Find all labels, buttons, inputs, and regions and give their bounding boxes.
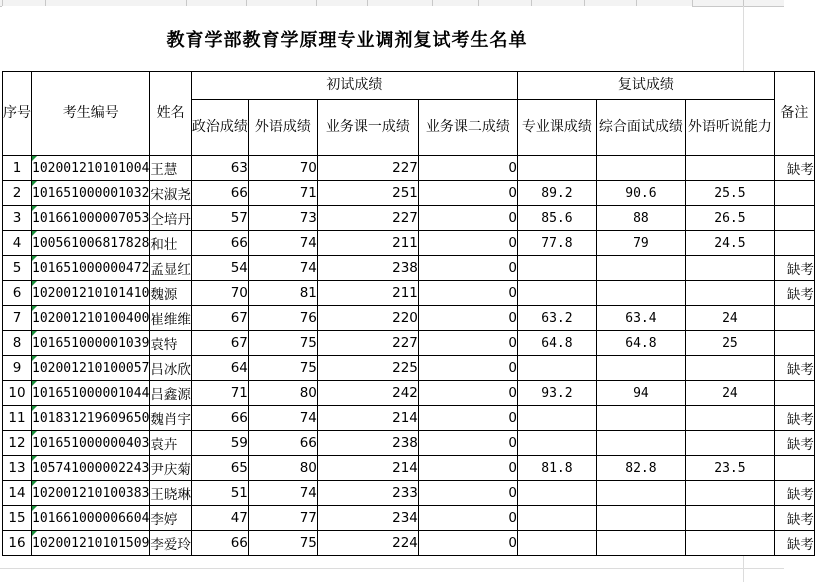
header-prelim-group: 初试成绩 <box>191 72 517 100</box>
cell-prof1[interactable]: 227 <box>317 331 418 356</box>
table-row <box>3 481 815 506</box>
cell-politics[interactable]: 51 <box>191 481 248 506</box>
cell-prof2[interactable]: 0 <box>418 381 517 406</box>
cell-name[interactable]: 崔维维 <box>150 306 192 331</box>
cell-foreign[interactable]: 66 <box>248 431 317 456</box>
cell-retest-listening[interactable] <box>685 156 774 181</box>
cell-seq[interactable]: 15 <box>3 506 32 531</box>
cell-retest-prof[interactable]: 85.6 <box>517 206 596 231</box>
cell-exam-id[interactable]: 102001210100057 <box>32 356 150 381</box>
cell-name[interactable]: 和壮 <box>150 231 192 256</box>
cell-foreign[interactable]: 74 <box>248 231 317 256</box>
cell-retest-listening[interactable] <box>685 506 774 531</box>
cell-remark[interactable]: 缺考 <box>774 531 814 556</box>
cell-remark[interactable] <box>774 181 814 206</box>
cell-retest-listening[interactable]: 24 <box>685 306 774 331</box>
cell-seq[interactable]: 4 <box>3 231 32 256</box>
cell-prof1[interactable]: 238 <box>317 431 418 456</box>
cell-exam-id[interactable]: 101651000001032 <box>32 181 150 206</box>
cell-retest-prof[interactable]: 89.2 <box>517 181 596 206</box>
cell-foreign[interactable]: 74 <box>248 406 317 431</box>
cell-prof2[interactable]: 0 <box>418 331 517 356</box>
table-row <box>3 331 815 356</box>
cell-retest-interview[interactable]: 88 <box>596 206 685 231</box>
cell-name[interactable]: 袁特 <box>150 331 192 356</box>
cell-foreign[interactable]: 70 <box>248 156 317 181</box>
cell-name[interactable]: 魏肖宇 <box>150 406 192 431</box>
cell-foreign[interactable]: 75 <box>248 331 317 356</box>
cell-retest-prof[interactable]: 77.8 <box>517 231 596 256</box>
cell-politics[interactable]: 63 <box>191 156 248 181</box>
header-retest-group: 复试成绩 <box>517 72 774 100</box>
cell-prof2[interactable]: 0 <box>418 406 517 431</box>
header-seq: 序号 <box>3 72 32 156</box>
table-row <box>3 306 815 331</box>
cell-retest-listening[interactable]: 23.5 <box>685 456 774 481</box>
cell-foreign[interactable]: 76 <box>248 306 317 331</box>
cell-retest-prof[interactable] <box>517 531 596 556</box>
gridline <box>0 568 784 569</box>
cell-retest-prof[interactable]: 93.2 <box>517 381 596 406</box>
cell-politics[interactable]: 67 <box>191 306 248 331</box>
cell-exam-id[interactable]: 102001210101410 <box>32 281 150 306</box>
cell-prof1[interactable]: 234 <box>317 506 418 531</box>
candidate-table <box>2 71 815 556</box>
cell-seq[interactable]: 11 <box>3 406 32 431</box>
cell-prof1[interactable]: 214 <box>317 456 418 481</box>
cell-seq[interactable]: 16 <box>3 531 32 556</box>
cell-retest-listening[interactable]: 25 <box>685 331 774 356</box>
cell-prof2[interactable]: 0 <box>418 456 517 481</box>
cell-retest-interview[interactable] <box>596 256 685 281</box>
cell-foreign[interactable]: 74 <box>248 481 317 506</box>
cell-retest-interview[interactable]: 90.6 <box>596 181 685 206</box>
table-row <box>3 356 815 381</box>
cell-seq[interactable]: 9 <box>3 356 32 381</box>
cell-politics[interactable]: 66 <box>191 181 248 206</box>
cell-foreign[interactable]: 71 <box>248 181 317 206</box>
cell-prof2[interactable]: 0 <box>418 481 517 506</box>
cell-exam-id[interactable]: 102001210100383 <box>32 481 150 506</box>
cell-prof1[interactable]: 227 <box>317 156 418 181</box>
cell-politics[interactable]: 64 <box>191 356 248 381</box>
cell-foreign[interactable]: 75 <box>248 531 317 556</box>
cell-prof1[interactable]: 211 <box>317 281 418 306</box>
cell-retest-interview[interactable] <box>596 406 685 431</box>
cell-politics[interactable]: 70 <box>191 281 248 306</box>
cell-seq[interactable]: 6 <box>3 281 32 306</box>
cell-retest-prof[interactable]: 64.8 <box>517 331 596 356</box>
cell-seq[interactable]: 2 <box>3 181 32 206</box>
cell-remark[interactable]: 缺考 <box>774 256 814 281</box>
cell-politics[interactable]: 71 <box>191 381 248 406</box>
cell-retest-interview[interactable] <box>596 356 685 381</box>
cell-exam-id[interactable]: 105741000002243 <box>32 456 150 481</box>
cell-foreign[interactable]: 80 <box>248 456 317 481</box>
cell-prof2[interactable]: 0 <box>418 306 517 331</box>
cell-remark[interactable] <box>774 206 814 231</box>
cell-retest-interview[interactable]: 82.8 <box>596 456 685 481</box>
cell-retest-prof[interactable] <box>517 431 596 456</box>
cell-retest-prof[interactable] <box>517 356 596 381</box>
cell-politics[interactable]: 57 <box>191 206 248 231</box>
cell-retest-interview[interactable]: 79 <box>596 231 685 256</box>
table-row <box>3 256 815 281</box>
cell-seq[interactable]: 10 <box>3 381 32 406</box>
header-retest-interview: 综合面试成绩 <box>596 100 685 156</box>
table-row <box>3 406 815 431</box>
cell-foreign[interactable]: 77 <box>248 506 317 531</box>
table-row <box>3 156 815 181</box>
header-politics: 政治成绩 <box>191 100 248 156</box>
cell-retest-listening[interactable]: 25.5 <box>685 181 774 206</box>
table-row <box>3 431 815 456</box>
cell-remark[interactable]: 缺考 <box>774 281 814 306</box>
cell-retest-prof[interactable] <box>517 406 596 431</box>
header-prof1: 业务课一成绩 <box>317 100 418 156</box>
header-foreign: 外语成绩 <box>248 100 317 156</box>
cell-seq[interactable]: 8 <box>3 331 32 356</box>
cell-prof1[interactable]: 220 <box>317 306 418 331</box>
cell-name[interactable]: 仝培丹 <box>150 206 192 231</box>
table-row <box>3 381 815 406</box>
table-row <box>3 181 815 206</box>
cell-seq[interactable]: 12 <box>3 431 32 456</box>
table-row <box>3 506 815 531</box>
cell-foreign[interactable]: 73 <box>248 206 317 231</box>
cell-remark[interactable] <box>774 381 814 406</box>
cell-exam-id[interactable]: 101651000000472 <box>32 256 150 281</box>
cell-retest-prof[interactable] <box>517 156 596 181</box>
cell-exam-id[interactable]: 101651000001039 <box>32 331 150 356</box>
cell-foreign[interactable]: 74 <box>248 256 317 281</box>
cell-prof2[interactable]: 0 <box>418 231 517 256</box>
cell-prof2[interactable]: 0 <box>418 506 517 531</box>
cell-seq[interactable]: 5 <box>3 256 32 281</box>
cell-retest-prof[interactable] <box>517 281 596 306</box>
cell-exam-id[interactable]: 101661000006604 <box>32 506 150 531</box>
cell-prof2[interactable]: 0 <box>418 531 517 556</box>
cell-politics[interactable]: 54 <box>191 256 248 281</box>
cell-name[interactable]: 吕冰欣 <box>150 356 192 381</box>
cell-prof1[interactable]: 238 <box>317 256 418 281</box>
cell-exam-id[interactable]: 101651000000403 <box>32 431 150 456</box>
cell-retest-listening[interactable]: 26.5 <box>685 206 774 231</box>
cell-name[interactable]: 王慧 <box>150 156 192 181</box>
cell-retest-listening[interactable] <box>685 406 774 431</box>
cell-retest-listening[interactable] <box>685 281 774 306</box>
cell-retest-interview[interactable]: 94 <box>596 381 685 406</box>
table-row <box>3 456 815 481</box>
cell-exam-id[interactable]: 100561006817828 <box>32 231 150 256</box>
cell-prof2[interactable]: 0 <box>418 181 517 206</box>
cell-retest-interview[interactable] <box>596 431 685 456</box>
cell-name[interactable]: 魏源 <box>150 281 192 306</box>
cell-politics[interactable]: 66 <box>191 531 248 556</box>
cell-remark[interactable] <box>774 456 814 481</box>
cell-prof1[interactable]: 251 <box>317 181 418 206</box>
cell-seq[interactable]: 1 <box>3 156 32 181</box>
cell-prof2[interactable]: 0 <box>418 431 517 456</box>
cell-seq[interactable]: 13 <box>3 456 32 481</box>
cell-retest-prof[interactable] <box>517 506 596 531</box>
cell-remark[interactable]: 缺考 <box>774 506 814 531</box>
cell-exam-id[interactable]: 101831219609650 <box>32 406 150 431</box>
cell-politics[interactable]: 59 <box>191 431 248 456</box>
cell-retest-interview[interactable] <box>596 281 685 306</box>
cell-remark[interactable]: 缺考 <box>774 406 814 431</box>
cell-retest-interview[interactable] <box>596 506 685 531</box>
cell-retest-listening[interactable] <box>685 356 774 381</box>
cell-name[interactable]: 吕鑫源 <box>150 381 192 406</box>
cell-exam-id[interactable]: 102001210101004 <box>32 156 150 181</box>
table-row <box>3 206 815 231</box>
cell-retest-prof[interactable] <box>517 256 596 281</box>
cell-politics[interactable]: 65 <box>191 456 248 481</box>
header-remark: 备注 <box>774 72 814 156</box>
cell-retest-listening[interactable]: 24 <box>685 381 774 406</box>
header-retest-prof: 专业课成绩 <box>517 100 596 156</box>
cell-retest-listening[interactable] <box>685 481 774 506</box>
cell-prof2[interactable]: 0 <box>418 356 517 381</box>
cell-prof1[interactable]: 224 <box>317 531 418 556</box>
cell-remark[interactable]: 缺考 <box>774 156 814 181</box>
cell-seq[interactable]: 7 <box>3 306 32 331</box>
cell-foreign[interactable]: 80 <box>248 381 317 406</box>
header-retest-listening: 外语听说能力 <box>685 100 774 156</box>
cell-name[interactable]: 尹庆菊 <box>150 456 192 481</box>
cell-prof2[interactable]: 0 <box>418 156 517 181</box>
cell-prof1[interactable]: 233 <box>317 481 418 506</box>
cell-retest-prof[interactable] <box>517 481 596 506</box>
cell-name[interactable]: 孟显红 <box>150 256 192 281</box>
cell-politics[interactable]: 47 <box>191 506 248 531</box>
cell-retest-listening[interactable] <box>685 431 774 456</box>
table-row <box>3 281 815 306</box>
cell-name[interactable]: 李爱玲 <box>150 531 192 556</box>
cell-exam-id[interactable]: 101661000007053 <box>32 206 150 231</box>
cell-remark[interactable]: 缺考 <box>774 356 814 381</box>
cell-politics[interactable]: 66 <box>191 406 248 431</box>
cell-prof2[interactable]: 0 <box>418 256 517 281</box>
cell-prof1[interactable]: 211 <box>317 231 418 256</box>
cell-remark[interactable] <box>774 306 814 331</box>
cell-remark[interactable]: 缺考 <box>774 431 814 456</box>
cell-prof1[interactable]: 227 <box>317 206 418 231</box>
cell-exam-id[interactable]: 101651000001044 <box>32 381 150 406</box>
sheet-title: 教育学部教育学原理专业调剂复试考生名单 <box>2 6 692 71</box>
cell-remark[interactable]: 缺考 <box>774 481 814 506</box>
cell-politics[interactable]: 67 <box>191 331 248 356</box>
cell-prof1[interactable]: 242 <box>317 381 418 406</box>
cell-retest-prof[interactable]: 63.2 <box>517 306 596 331</box>
cell-retest-prof[interactable]: 81.8 <box>517 456 596 481</box>
cell-retest-interview[interactable]: 64.8 <box>596 331 685 356</box>
cell-retest-interview[interactable]: 63.4 <box>596 306 685 331</box>
table-row <box>3 231 815 256</box>
cell-name[interactable]: 宋淑尧 <box>150 181 192 206</box>
cell-prof2[interactable]: 0 <box>418 281 517 306</box>
cell-name[interactable]: 袁卉 <box>150 431 192 456</box>
cell-foreign[interactable]: 75 <box>248 356 317 381</box>
cell-retest-listening[interactable]: 24.5 <box>685 231 774 256</box>
header-prof2: 业务课二成绩 <box>418 100 517 156</box>
header-name: 姓名 <box>150 72 192 156</box>
cell-name[interactable]: 李婷 <box>150 506 192 531</box>
header-exam-id: 考生编号 <box>32 72 150 156</box>
cell-retest-interview[interactable] <box>596 156 685 181</box>
cell-remark[interactable] <box>774 231 814 256</box>
cell-retest-listening[interactable] <box>685 531 774 556</box>
cell-exam-id[interactable]: 102001210100400 <box>32 306 150 331</box>
cell-retest-interview[interactable] <box>596 481 685 506</box>
cell-prof1[interactable]: 225 <box>317 356 418 381</box>
table-row <box>3 531 815 556</box>
cell-prof2[interactable]: 0 <box>418 206 517 231</box>
cell-seq[interactable]: 14 <box>3 481 32 506</box>
cell-seq[interactable]: 3 <box>3 206 32 231</box>
cell-foreign[interactable]: 81 <box>248 281 317 306</box>
cell-exam-id[interactable]: 102001210101509 <box>32 531 150 556</box>
cell-retest-listening[interactable] <box>685 256 774 281</box>
cell-prof1[interactable]: 214 <box>317 406 418 431</box>
cell-remark[interactable] <box>774 331 814 356</box>
cell-politics[interactable]: 66 <box>191 231 248 256</box>
cell-retest-interview[interactable] <box>596 531 685 556</box>
cell-name[interactable]: 王晓琳 <box>150 481 192 506</box>
